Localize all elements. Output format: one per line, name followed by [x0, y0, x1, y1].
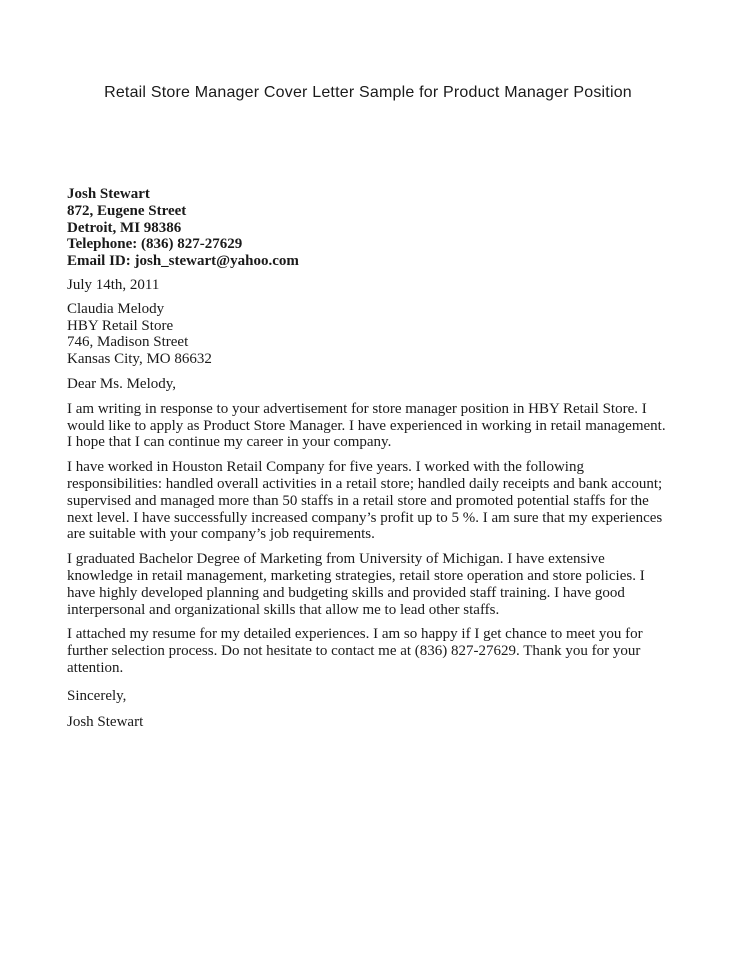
sender-email: Email ID: josh_stewart@yahoo.com [67, 253, 299, 270]
letter-date: July 14th, 2011 [67, 276, 160, 293]
signature-name: Josh Stewart [67, 713, 144, 730]
sender-telephone: Telephone: (836) 827-27629 [67, 236, 243, 253]
recipient-city: Kansas City, MO 86632 [67, 351, 212, 368]
sender-address-block [67, 186, 672, 270]
sender-name: Josh Stewart [67, 186, 150, 202]
letter-body [67, 186, 672, 730]
paragraph-experience: I have worked in Houston Retail Company for five years. I worked with the following responsibilities: handled overall activities in a retail store; handled daily receipts and bank account; supervised and managed more than 50 staffs in a retail store and promoted potential staffs for the next level. I have successfully increased company’s profit up to 5 %. I am sure that my experiences are suitable with your company’s job requirements. [67, 459, 663, 543]
sender-city: Detroit, MI 98386 [67, 219, 182, 236]
salutation: Dear Ms. Melody, [67, 375, 177, 392]
recipient-street: 746, Madison Street [67, 334, 189, 351]
page-title: Retail Store Manager Cover Letter Sample for Product Manager Position [104, 84, 632, 101]
paragraph-closing-request: I attached my resume for my detailed experiences. I am so happy if I get chance to meet you for further selection process. Do not hesitate to contact me at (836) 827-27629. Thank you for your attention. [67, 626, 643, 676]
paragraph-education: I graduated Bachelor Degree of Marketing from University of Michigan. I have extensive knowledge in retail management, marketing strategies, retail store operation and store policies. I have highly developed planning and budgeting skills and provided staff training. I have good interpersonal and organizational skills that allow me to lead other staffs. [67, 551, 645, 618]
recipient-company: HBY Retail Store [67, 317, 174, 334]
recipient-address-block [67, 301, 672, 368]
sender-street: 872, Eugene Street [67, 202, 187, 219]
closing-phrase: Sincerely, [67, 687, 127, 704]
paragraph-intro: I am writing in response to your advertisement for store manager position in HBY Retail Store. I would like to apply as Product Store Manager. I have experienced in working in retail management. I hope that I can continue my career in your company. [67, 400, 666, 451]
recipient-name: Claudia Melody [67, 300, 165, 317]
